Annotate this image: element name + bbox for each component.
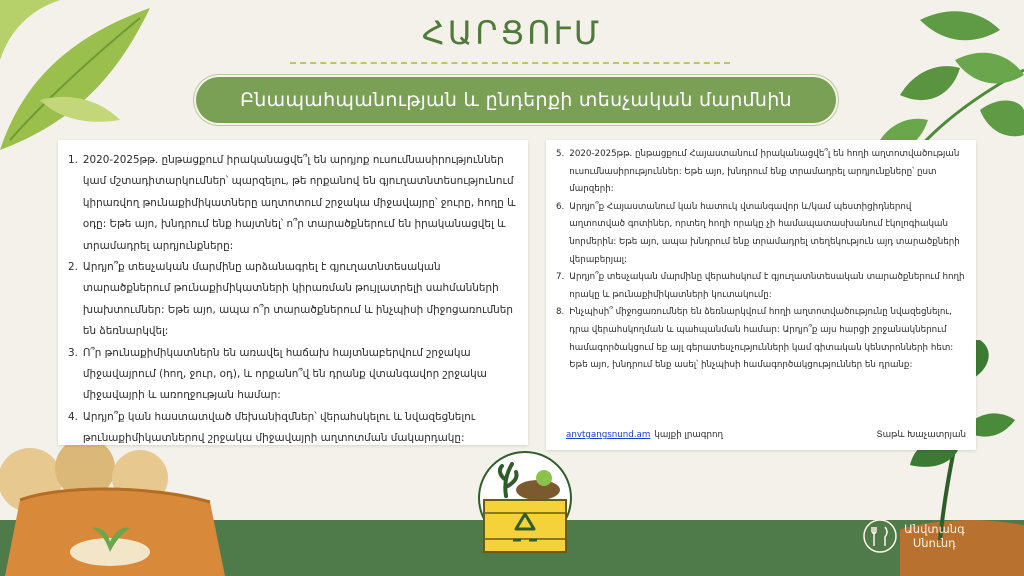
list-item [68,150,516,257]
addressee-banner: Բնապահպանության և ընդերքի տեսչական մարմնին [196,77,836,123]
list-item [68,257,516,343]
questions-card-right [546,140,976,450]
list-item [556,199,966,269]
title-divider [290,62,730,64]
list-item [556,146,966,199]
brand-line-2: Սնունդ [912,536,956,550]
item-text: Արդյո՞ք կան հաստատված մեխանիզմներ՝ վերահսկելու և նվազեցնելու թունաքիմիկատներով շրջակա միջավայրի աղտոտման մակարդակը: [82,410,476,445]
item-text: Ինչպիսի՞ միջոցառումներ են ձեռնարկվում հողի աղտոտվածությունը նվազեցնելու, դրա վերահսկողման և պահպանման համար: Արդյո՞ք այս հարցի շրջանակներում համագործակցում եք այլ գերատեսչությունների կամ գիտական կենտրոնների հետ: Եթե այո, խնդրում ենք ասել՝ ինչպիսի համագործակցություններ են դրանք: [569,307,954,371]
item-text: Արդյո՞ք տեսչական մարմինը վերահսկում է գյուղատնտեսական տարածքներում հողի որակը և թունաքիմիկատների կուտակումը: [569,272,965,300]
item-number: 4. [68,410,78,423]
page-title: ՀԱՐՑՈՒՄ [421,14,603,52]
item-text: Արդյո՞ք տեսչական մարմինը արձանագրել է գյուղատնտեսական տարածքներում թունաքիմիկատների կիրառման թույլատրելի սահմանների խախտումներ: Եթե այո, ապա ո՞ր տարածքներում և ինչպիսի միջոցառումներ են ձեռնարկվել: [82,261,513,338]
list-item [68,407,516,450]
credits-row [566,430,966,440]
question-list-right [546,140,976,375]
list-item [556,269,966,304]
item-text: Արդյո՞ք Հայաստանում կան հատուկ վտանգավոր և/կամ պեստիցիդներով աղտոտված գոտիներ, որտեղ հողի որակը չի համապատասխանում էկոլոգիական նորմերին: Եթե այո, ապա խնդրում ենք տրամադրել տեղեկություն այդ տարածքների վերաբերյալ: [569,201,960,265]
site-caption: կայքի լրագրող [654,430,724,440]
source-credit [566,430,723,440]
seed-bag-icon [0,440,240,576]
question-list-left [58,140,528,450]
item-text: Ո՞ր թունաքիմիկատներն են առավել հաճախ հայտնաբերվում շրջակա միջավայրում (հող, ջուր, օդ), և որքանո՞վ են դրանք վտանգավոր շրջակա միջավայրի և առողջության համար: [82,346,487,402]
brand-line-1: Անվտանգ [904,522,965,536]
fork-knife-logo-icon [862,518,898,554]
brand-logo [858,510,998,566]
item-number: 3. [68,346,78,359]
brand-name [904,522,965,550]
item-text: 2020-2025թթ. ընթացքում իրականացվե՞լ են արդյոք ուսումնասիրություններ կամ մշտադիտարկումներ՝ պարզելու, թե որքանով են գյուղատնտեսությունում կիրառվող թունաքիմիկատները աղտոտում շրջակա միջավայրը՝ ջուրը, հողը և օդը: Եթե այո, խնդրում ենք հայտնել՝ ո՞ր տարածքներում են իրականացվել և տրամադրել արդյունքները: [82,154,516,252]
item-number: 1. [68,154,78,166]
item-number: 5. [556,149,565,159]
item-number: 6. [556,201,565,212]
questions-card-left [58,140,528,445]
item-text: 2020-2025թթ. ընթացքում Հայաստանում իրականացվե՞լ են հողի աղտոտվածության ուսումնասիրություններ: Եթե այո, խնդրում ենք տրամադրել արդյունքները՝ ըստ մարզերի: [569,149,960,195]
item-number: 8. [556,307,565,318]
list-item [68,343,516,407]
author-name: Տաթև Խաչատրյան [876,430,966,440]
site-link[interactable]: anvtgangsnund.am [566,430,651,440]
item-number: 2. [68,261,78,274]
list-item [556,304,966,374]
item-number: 7. [556,272,565,283]
recycle-crate-icon [476,450,574,556]
